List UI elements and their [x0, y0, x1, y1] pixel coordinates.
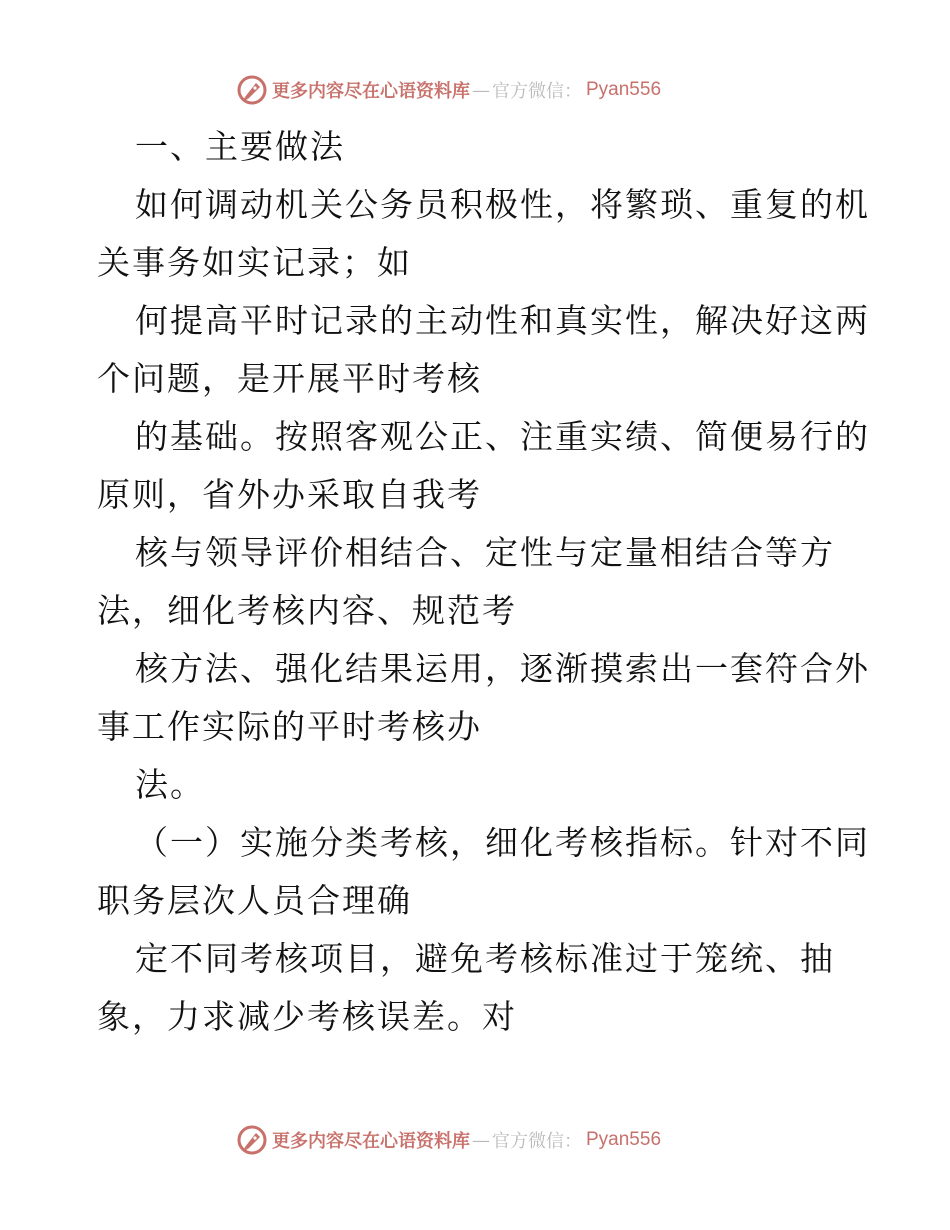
text-line: 核与领导评价相结合、定性与定量相结合等方: [135, 533, 835, 572]
watermark-wechat-id: Pyan556: [586, 1129, 662, 1150]
text-line: 原则，省外办采取自我考: [97, 475, 482, 514]
text-line: 定不同考核项目，避免考核标准过于笼统、抽: [135, 939, 835, 978]
text-line: 个问题，是开展平时考核: [97, 359, 482, 398]
watermark-official-label: 官方微信：: [492, 1131, 582, 1152]
watermark-main-text: 更多内容尽在心语资料库: [272, 1131, 470, 1152]
text-line: 关事务如实记录；如: [97, 243, 412, 282]
text-line: 核方法、强化结果运用，逐渐摸索出一套符合外: [135, 649, 870, 688]
watermark-wechat-id: Pyan556: [586, 79, 662, 100]
text-line: 何提高平时记录的主动性和真实性，解决好这两: [135, 301, 870, 340]
text-line: 法。: [135, 765, 205, 804]
text-line: 的基础。按照客观公正、注重实绩、简便易行的: [135, 417, 870, 456]
watermark-official-label: 官方微信：: [492, 81, 582, 102]
pen-nib-logo-icon: [236, 74, 268, 106]
text-line: 职务层次人员合理确: [97, 881, 412, 920]
section-heading: 一、主要做法: [135, 127, 345, 166]
footer-watermark: [236, 1122, 661, 1158]
watermark-dash: —: [472, 1129, 490, 1151]
pen-nib-logo-icon: [236, 1124, 268, 1156]
text-line: 如何调动机关公务员积极性，将繁琐、重复的机: [135, 185, 870, 224]
header-watermark: [236, 72, 661, 108]
document-body: [97, 118, 870, 1046]
text-line: 事工作实际的平时考核办: [97, 707, 482, 746]
text-line: 法，细化考核内容、规范考: [97, 591, 517, 630]
watermark-dash: —: [472, 79, 490, 101]
text-line: 象，力求减少考核误差。对: [97, 997, 517, 1036]
subsection-heading-line: （一）实施分类考核，细化考核指标。针对不同: [135, 823, 870, 862]
watermark-main-text: 更多内容尽在心语资料库: [272, 81, 470, 102]
